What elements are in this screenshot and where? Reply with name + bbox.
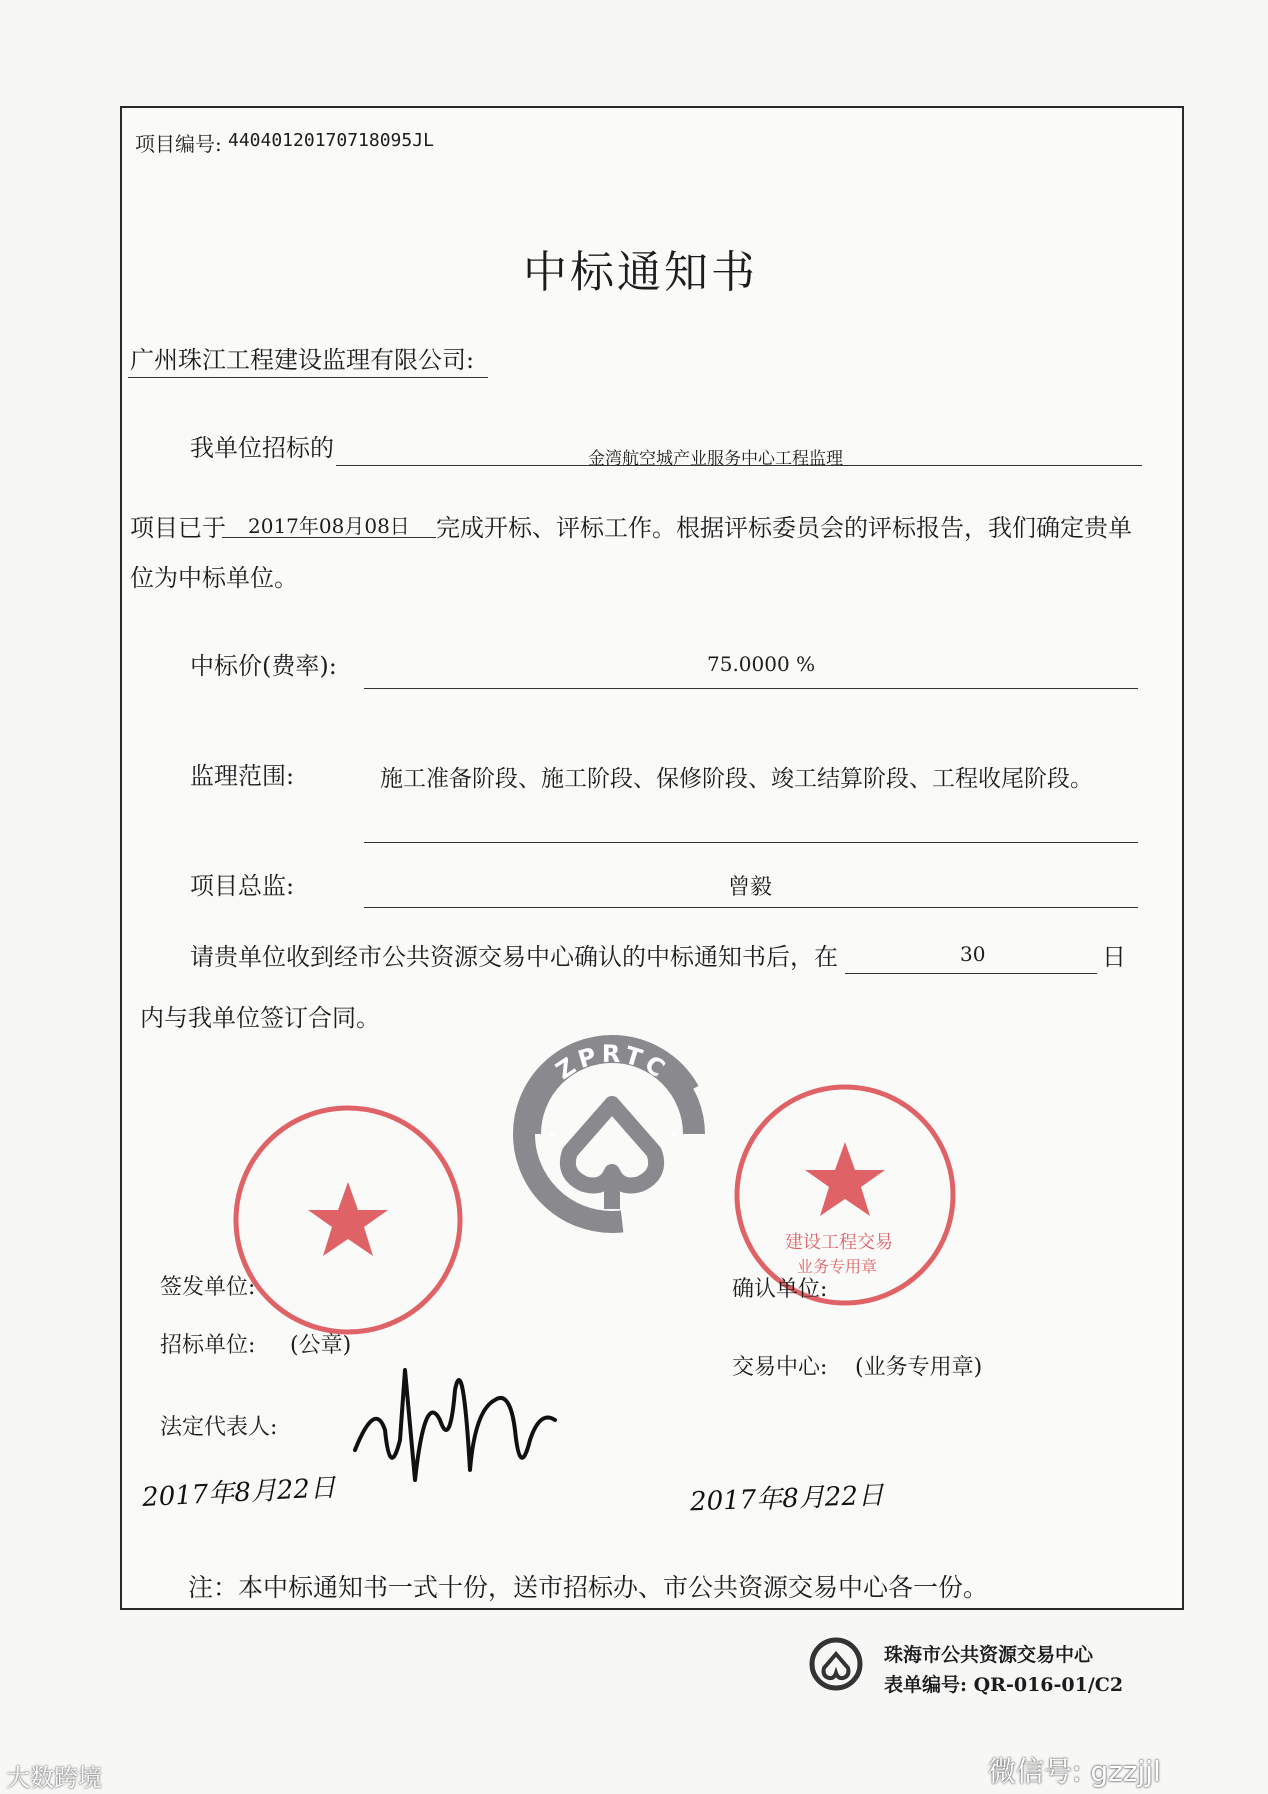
price-underline — [364, 688, 1138, 689]
director-value: 曾毅 — [728, 875, 773, 900]
issuer-date: 2017年8月22日 — [141, 1472, 337, 1514]
completion-prefix: 项目已于 — [130, 514, 226, 542]
tenderer-label: 招标单位: — [160, 1333, 256, 1358]
scope-value: 施工准备阶段、施工阶段、保修阶段、竣工结算阶段、工程收尾阶段。 — [380, 766, 1093, 792]
footer-form-no: 表单编号: QR-016-01/C2 — [884, 1674, 1124, 1696]
tender-label: 我单位招标的 — [190, 434, 334, 462]
recipient: 广州珠江工程建设监理有限公司: — [130, 346, 475, 374]
zprtc-logo — [512, 1034, 712, 1234]
logo-text: ZPRTC — [550, 1039, 674, 1086]
watermark-left: 大数跨境 — [6, 1764, 102, 1792]
date-underline — [222, 537, 436, 538]
completion-suffix: 完成开标、评标工作。根据评标委员会的评标报告，我们确定贵单 — [436, 514, 1132, 542]
footer-org: 珠海市公共资源交易中心 — [884, 1644, 1094, 1666]
watermark-right: 微信号: gzzjjl — [988, 1755, 1161, 1788]
legal-rep-label: 法定代表人: — [160, 1415, 278, 1440]
issuer-label: 签发单位: — [160, 1275, 256, 1300]
price-label: 中标价(费率): — [190, 652, 337, 680]
svg-text:★: ★ — [668, 1127, 679, 1141]
project-no-label: 项目编号: — [135, 132, 222, 156]
confirm-date: 2017年8月22日 — [689, 1480, 885, 1518]
contract-day-unit: 日 — [1102, 943, 1126, 971]
director-label: 项目总监: — [190, 872, 295, 900]
issuer-seal-stamp — [228, 1100, 468, 1340]
completion-line2: 位为中标单位。 — [130, 564, 298, 592]
contract-text: 请贵单位收到经市公共资源交易中心确认的中标通知书后，在 — [190, 943, 838, 971]
document-frame — [120, 106, 1184, 1610]
tender-project-name: 金湾航空城产业服务中心工程监理 — [588, 449, 843, 469]
director-underline — [364, 907, 1138, 908]
days-underline — [845, 973, 1097, 974]
issuer-seal-note: (公章) — [290, 1333, 352, 1358]
legal-rep-signature — [345, 1330, 575, 1490]
trading-center-label: 交易中心: — [732, 1355, 828, 1380]
price-value: 75.0000 % — [707, 652, 816, 676]
contract-days: 30 — [960, 942, 986, 966]
recipient-underline — [128, 377, 488, 378]
project-no-value: 44040120170718095JL — [228, 130, 434, 151]
svg-text:★: ★ — [546, 1127, 557, 1141]
tender-underline — [336, 465, 1142, 466]
note-text: 注：本中标通知书一式十份，送市招标办、市公共资源交易中心各一份。 — [188, 1573, 989, 1602]
footer-logo-icon — [808, 1636, 864, 1692]
scope-underline — [364, 842, 1138, 843]
confirm-label: 确认单位: — [732, 1277, 828, 1302]
scope-label: 监理范围: — [190, 762, 295, 790]
contract-line2: 内与我单位签订合同。 — [140, 1004, 380, 1032]
stamp-inner-line1: 建设工程交易 — [785, 1232, 893, 1253]
trading-center-seal-note: (业务专用章) — [855, 1355, 983, 1380]
stamp-inner-line2: 业务专用章 — [797, 1257, 878, 1276]
page-title: 中标通知书 — [523, 247, 758, 298]
completion-date: 2017年08月08日 — [248, 514, 410, 538]
